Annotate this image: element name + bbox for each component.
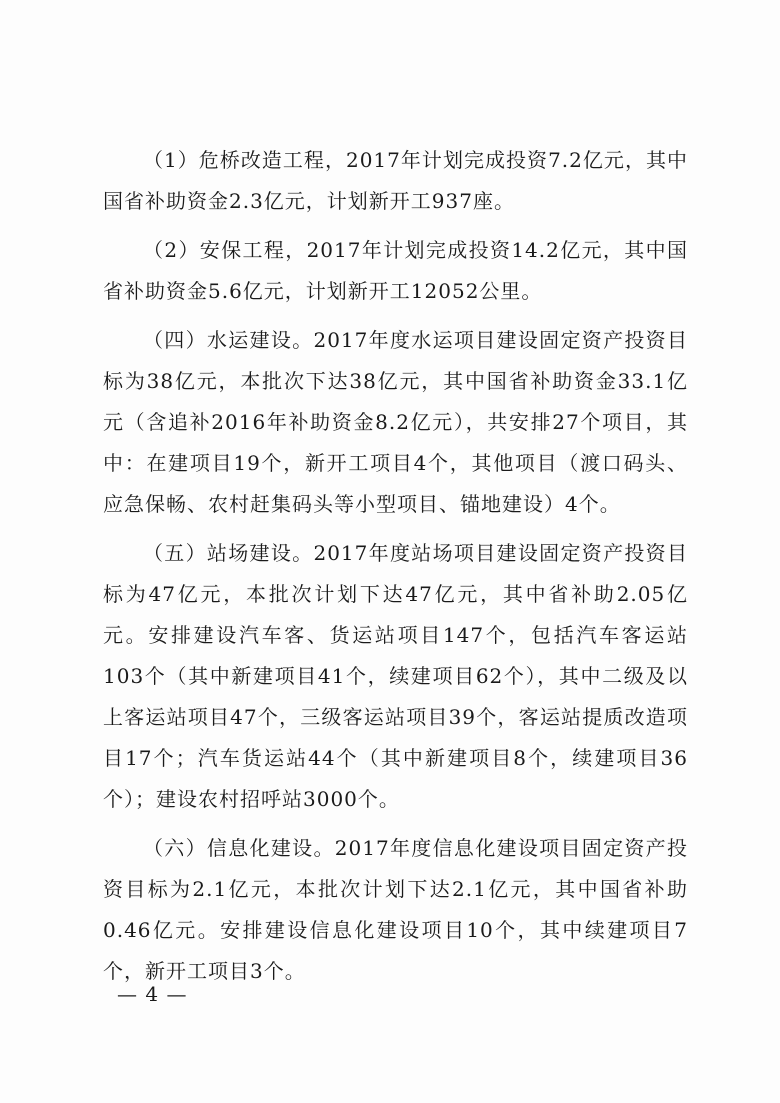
paragraph-bridge-renovation: （1）危桥改造工程，2017年计划完成投资7.2亿元，其中国省补助资金2.3亿元，计划新开工937座。 [103,148,688,213]
paragraph-informatization: （六）信息化建设。2017年度信息化建设项目固定资产投资目标为2.1亿元，本批次计划下达2.1亿元，其中国省补助0.46亿元。安排建设信息化建设项目10个，其中续建项目7个，新开工项目3个。 [103,836,688,983]
document-body [103,140,688,992]
paragraph-water-transport: （四）水运建设。2017年度水运项目建设固定资产投资目标为38亿元，本批次下达38亿元，其中国省补助资金33.1亿元（含追补2016年补助资金8.2亿元），共安排27个项目，其中：在建项目19个，新开工项目4个，其他项目（渡口码头、应急保畅、农村赶集码头等小型项目、锚地建设）4个。 [103,328,688,516]
page-number: — 4 — [117,982,188,1006]
paragraph-station-construction: （五）站场建设。2017年度站场项目建设固定资产投资目标为47亿元，本批次计划下达47亿元，其中省补助2.05亿元。安排建设汽车客、货运站项目147个，包括汽车客运站103个（其中新建项目41个，续建项目62个），其中二级及以上客运站项目47个，三级客运站项目39个，客运站提质改造项目17个；汽车货运站44个（其中新建项目8个，续建项目36个）；建设农村招呼站3000个。 [103,541,688,811]
paragraph-safety-project: （2）安保工程，2017年计划完成投资14.2亿元，其中国省补助资金5.6亿元，计划新开工12052公里。 [103,238,688,303]
